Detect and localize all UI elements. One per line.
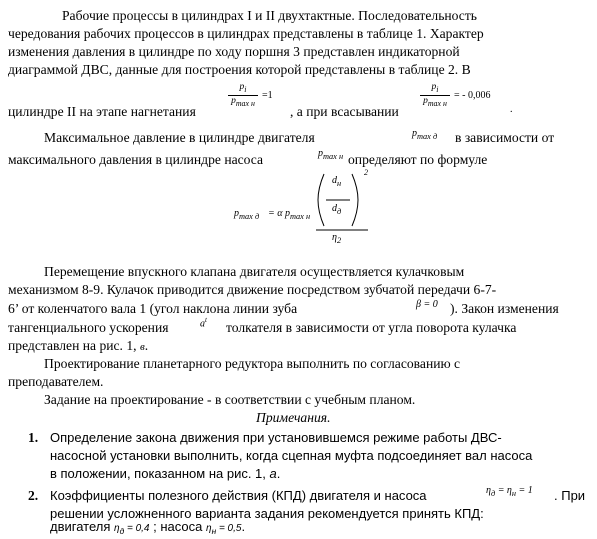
note-1-line3: в положении, показанном на рис. 1, а.	[50, 466, 281, 481]
pressure-ratio-b-rhs: = - 0,006	[454, 90, 491, 101]
formula-num: $d_н$	[332, 175, 342, 188]
p3-line3b: ). Закон изменения	[450, 301, 559, 316]
p2-sym-pmax-n: $p_{max н}$	[318, 148, 344, 161]
p3-line3a: 6’ от коленчатого вала 1 (угол наклона линии зуба	[8, 301, 298, 316]
pressure-ratio-a-rhs: =1	[262, 90, 273, 101]
p4-line1: Проектирование планетарного редуктора выполнить по согласованию с	[44, 356, 461, 371]
note-2-line3: двигателя $\eta_д = 0,4$ ; насоса $\eta_н = 0,5$.	[50, 519, 246, 536]
p1-line2: чередования рабочих процессов в цилиндрах представлены в таблице 1. Характер	[8, 26, 484, 41]
p2-line1b: в зависимости от	[455, 130, 555, 145]
note-2-line1a: Коэффициенты полезного действия (КПД) двигателя и насоса	[50, 488, 427, 503]
p2-line1a: Максимальное давление в цилиндре двигателя	[44, 130, 315, 145]
p4-line2: преподавателем.	[8, 374, 104, 389]
note-2-line2: решении усложненного варианта задания рекомендуется принять КПД:	[50, 506, 484, 521]
p3-sym-at: $a^t$	[200, 316, 207, 330]
formula-exp: 2	[364, 168, 368, 177]
p1-line5b: , а при всасывании	[290, 104, 399, 119]
note-2-number: 2.	[28, 488, 39, 503]
p3-line4a: тангенциального ускорения	[8, 320, 169, 335]
formula-den: $d_д$	[332, 203, 342, 216]
note-2-eta-equation: $\eta_д = \eta_н = 1$	[486, 485, 533, 498]
p3-line5: представлен на рис. 1, в.	[8, 338, 149, 353]
p2-line2a: максимального давления в цилиндре насоса	[8, 152, 264, 167]
p3-line4b: толкателя в зависимости от угла поворота кулачка	[226, 320, 517, 335]
p1-line5a: цилиндре II на этапе нагнетания	[8, 104, 196, 119]
p1-line1: Рабочие процессы в цилиндрах I и II двухтактные. Последовательность	[62, 8, 477, 23]
p3-sym-beta: β = 0	[416, 299, 438, 310]
formula-lhs: $p_{max д}$	[234, 208, 260, 221]
note-1-line2: насосной установки выполнить, когда сцепная муфта подсоединяет вал насоса	[50, 448, 533, 463]
note-1-number: 1.	[28, 430, 39, 445]
note-2-line1b: . При	[554, 488, 586, 503]
p2-sym-pmax-d: $p_{max д}$	[412, 128, 438, 141]
p1-line4: диаграммой ДВС, данные для построения которой представлены в таблице 2. В	[8, 62, 471, 77]
p1-trailing-period: .	[510, 104, 513, 115]
p3-line2: механизмом 8-9. Кулачок приводится движение посредством зубчатой передачи 6-7-	[8, 282, 497, 297]
notes-title: Примечания.	[256, 410, 331, 425]
formula-eq: = α $p_{max н}$	[268, 208, 311, 221]
p3-line1: Перемещение впускного клапана двигателя осуществляется кулачковым	[44, 264, 465, 279]
p2-line2b: определяют по формуле	[348, 152, 488, 167]
note-1-line1: Определение закона движения при установившемся режиме работы ДВС-	[50, 430, 502, 445]
pressure-ratio-formula-a: $p_i$ $p_{max н}$	[228, 82, 258, 109]
p1-line3: изменения давления в цилиндре по ходу поршня 3 представлен индикаторной	[8, 44, 460, 59]
pressure-ratio-formula-b: $p_i$ $p_{max н}$	[420, 82, 450, 109]
p5-line: Задание на проектирование - в соответствии с учебным планом.	[44, 392, 416, 407]
formula-bracket-fraction	[312, 168, 372, 238]
formula-eta: $\eta_2$	[332, 232, 342, 245]
